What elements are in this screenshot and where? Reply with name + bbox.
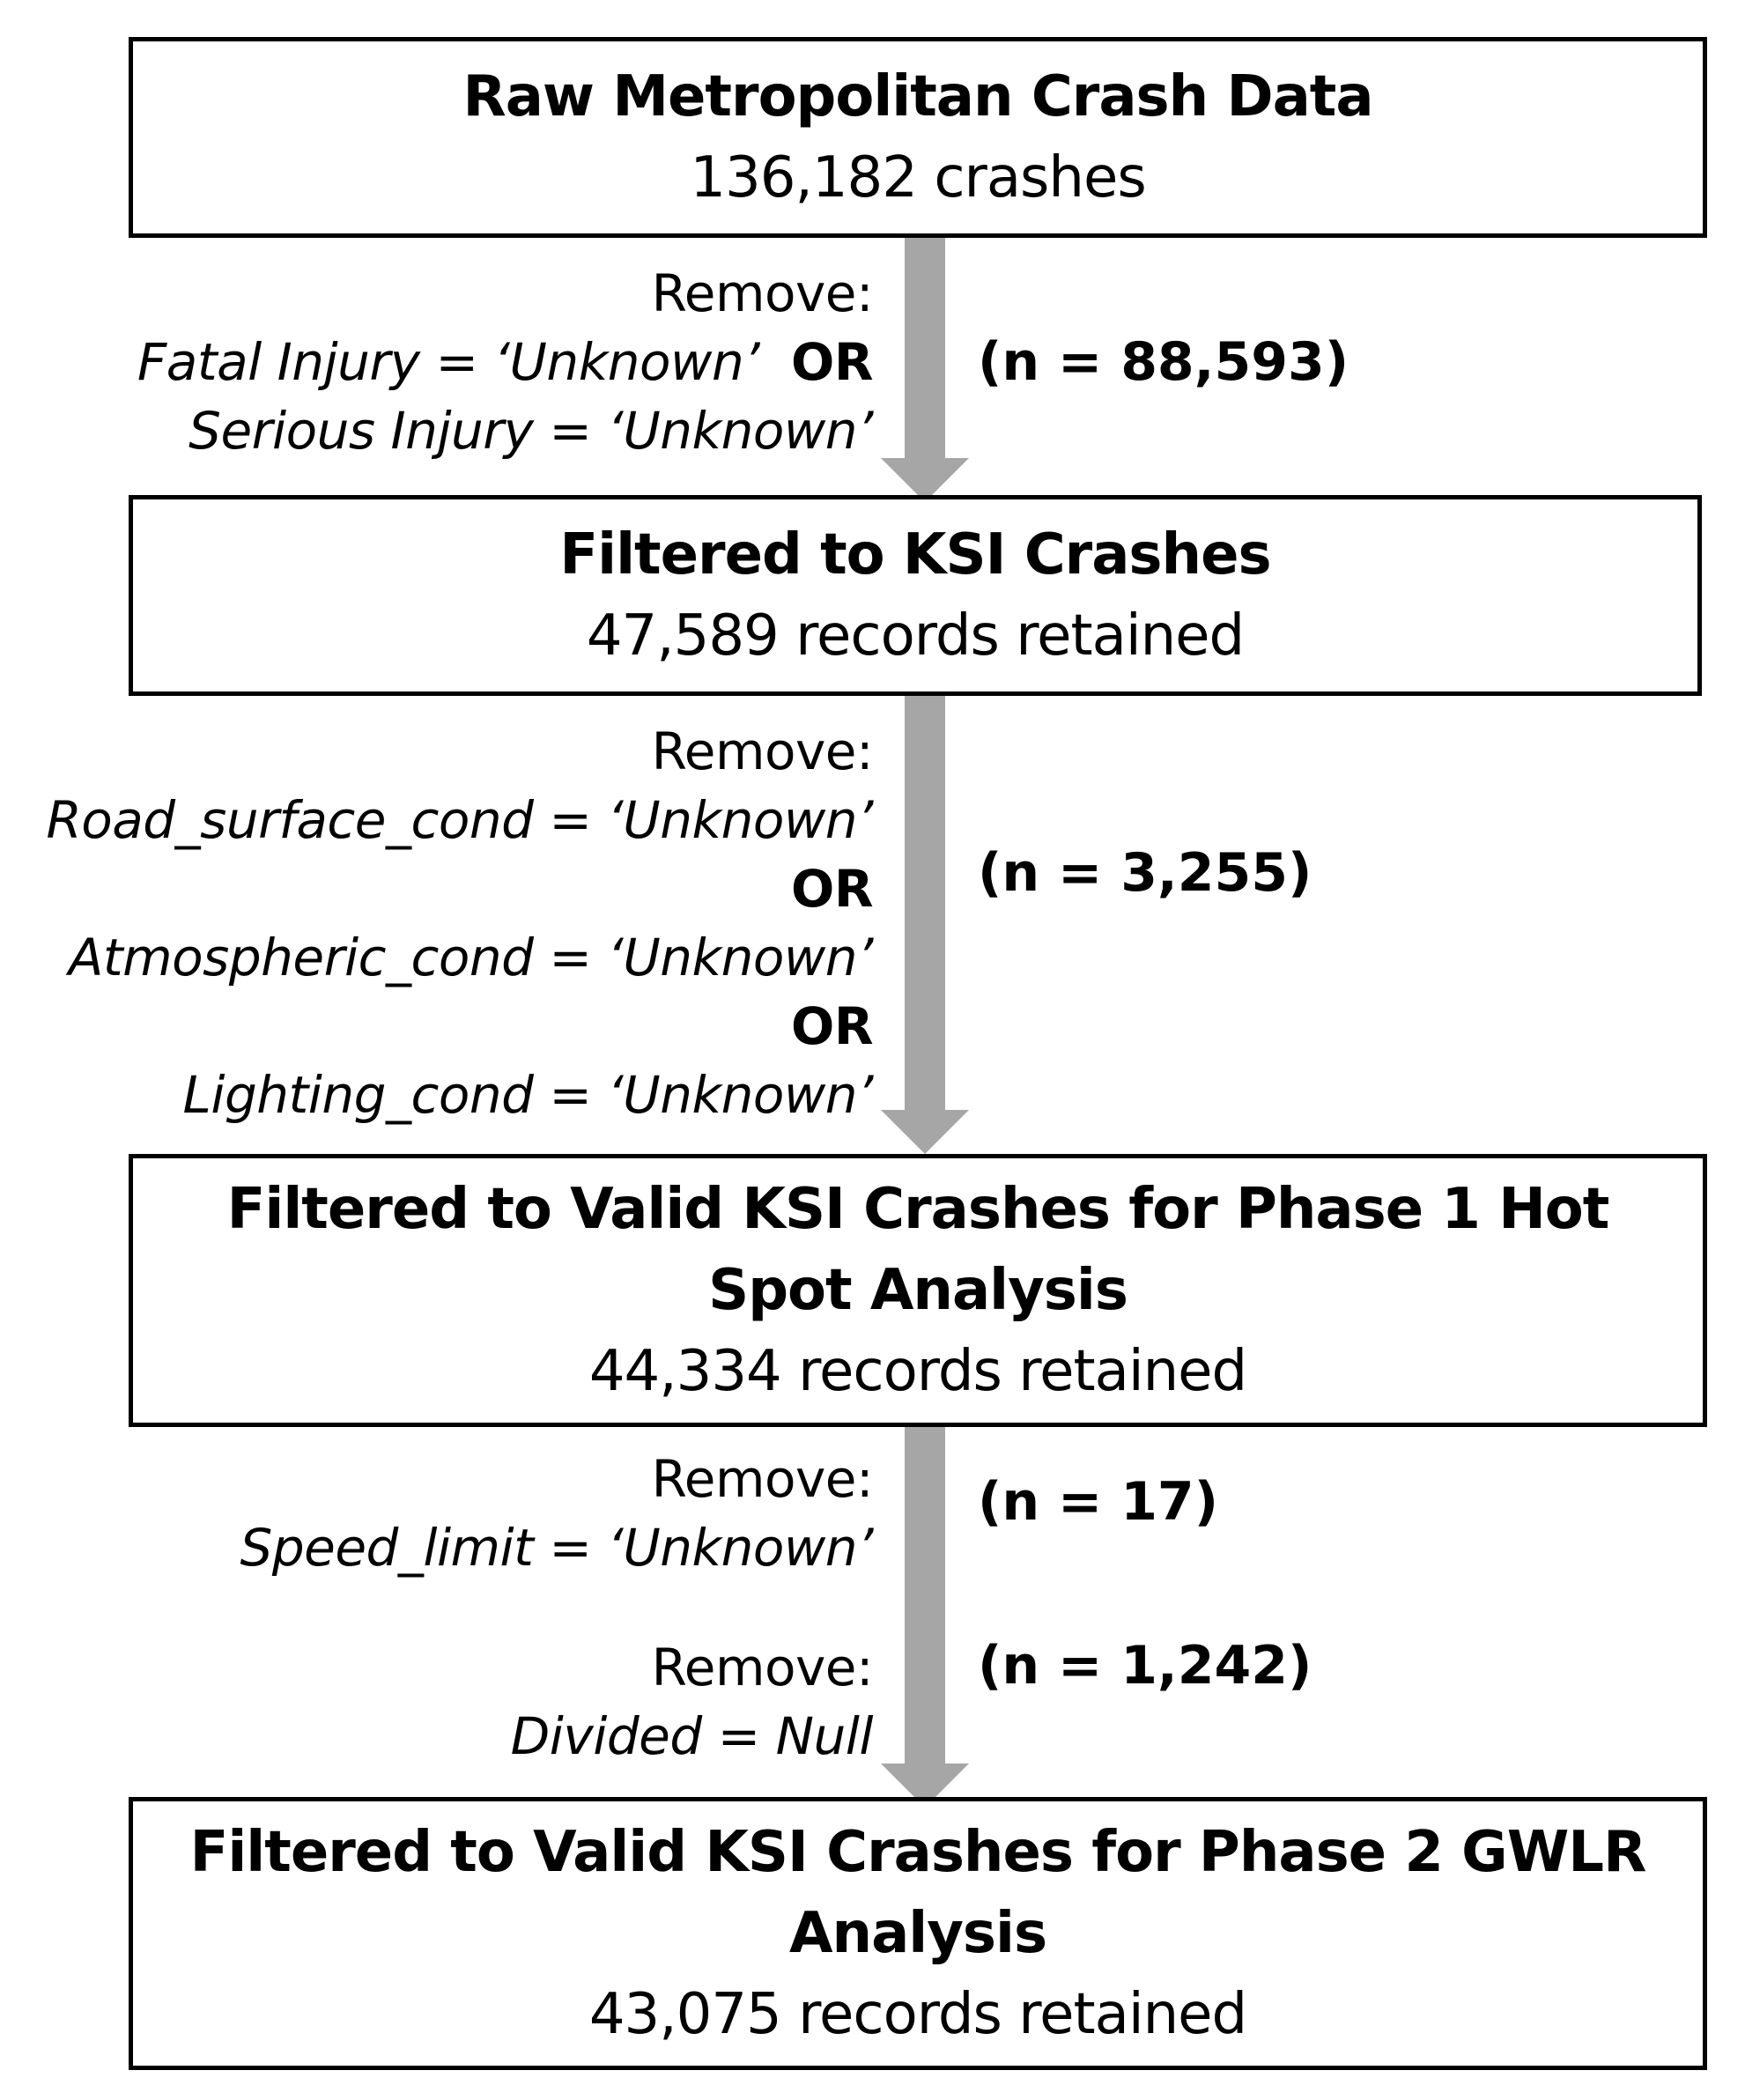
box-title-line2: Analysis — [788, 1901, 1047, 1966]
arrow-shape — [881, 1422, 969, 1808]
condition-speed-limit: Speed_limit = ‘Unknown’ — [240, 1518, 873, 1578]
or-label: OR — [791, 859, 873, 919]
condition-atmospheric: Atmospheric_cond = ‘Unknown’ — [68, 928, 873, 987]
arrow-ksi-to-phase1 — [881, 687, 969, 1154]
or-label: OR — [791, 332, 873, 392]
box-subtitle: 136,182 crashes — [690, 145, 1146, 211]
box-title-line2: Spot Analysis — [708, 1258, 1128, 1323]
box-subtitle: 47,589 records retained — [586, 603, 1245, 669]
filter-step2-count: (n = 3,255) — [978, 842, 1312, 904]
filter-step2-conditions — [46, 717, 873, 1129]
condition-serious-injury: Serious Injury = ‘Unknown’ — [189, 401, 873, 461]
remove-label: Remove: — [651, 1638, 873, 1697]
condition-lighting: Lighting_cond = ‘Unknown’ — [182, 1065, 873, 1125]
box-subtitle: 44,334 records retained — [588, 1339, 1247, 1404]
arrow-raw-to-ksi — [881, 227, 969, 502]
box-ksi-crashes — [129, 495, 1702, 696]
condition-fatal-injury: Fatal Injury = ‘Unknown’ — [137, 332, 760, 392]
box-subtitle: 43,075 records retained — [588, 1982, 1247, 2047]
condition-line — [137, 328, 873, 396]
filter-step1-conditions — [137, 259, 873, 465]
remove-label: Remove: — [651, 721, 873, 781]
box-phase1-hot-spot — [129, 1154, 1707, 1427]
box-raw-crash-data — [129, 37, 1707, 238]
arrow-shape — [881, 687, 969, 1154]
box-phase2-gwlr — [129, 1797, 1707, 2070]
filter-step3b-count: (n = 1,242) — [978, 1635, 1312, 1697]
box-title: Filtered to KSI Crashes — [559, 522, 1271, 588]
box-title-line1: Filtered to Valid KSI Crashes for Phase 1 Hot — [226, 1177, 1609, 1242]
filter-step1-count: (n = 88,593) — [978, 331, 1349, 393]
filter-step3a-count: (n = 17) — [978, 1471, 1219, 1533]
filter-step3b-conditions — [511, 1633, 873, 1771]
condition-road-surface: Road_surface_cond = ‘Unknown’ — [46, 790, 873, 850]
remove-label: Remove: — [651, 263, 873, 323]
remove-label: Remove: — [651, 1449, 873, 1509]
box-title: Raw Metropolitan Crash Data — [462, 64, 1373, 129]
arrow-shape — [881, 227, 969, 502]
condition-divided: Divided = Null — [510, 1706, 873, 1766]
or-label: OR — [791, 996, 873, 1056]
box-title-line1: Filtered to Valid KSI Crashes for Phase 2 GWLR — [189, 1820, 1646, 1885]
arrow-phase1-to-phase2 — [881, 1422, 969, 1808]
filter-step3a-conditions — [240, 1445, 873, 1582]
